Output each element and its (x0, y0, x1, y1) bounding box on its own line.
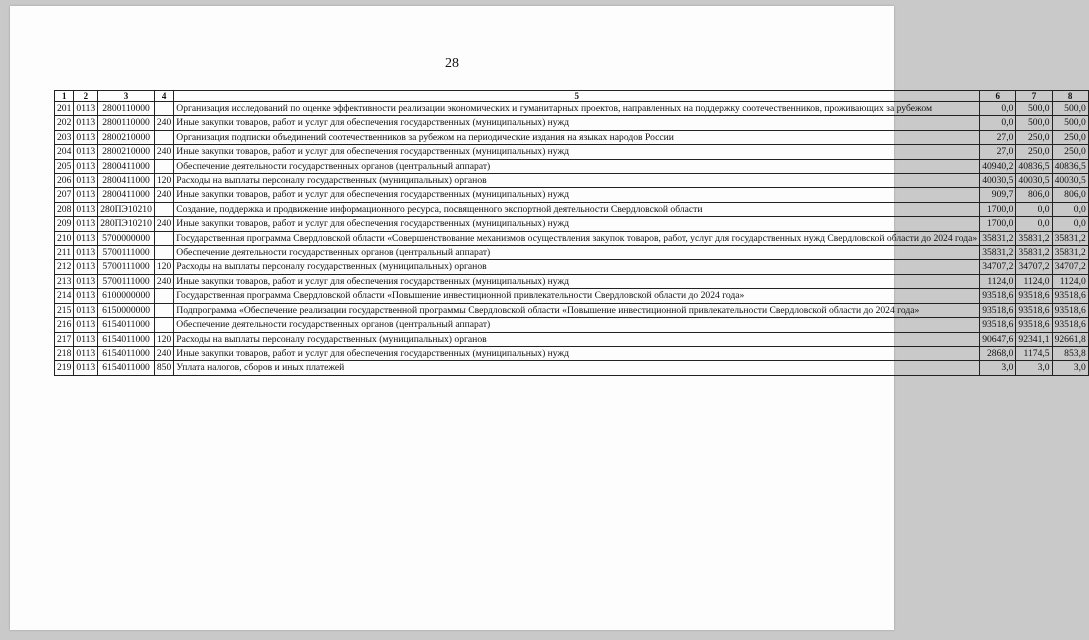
amount-2022: 27,0 (980, 130, 1016, 144)
item-name: Организация подписки объединений соотечественников за рубежом на периодические издания на языках народов России (174, 130, 980, 144)
amount-2024: 250,0 (1052, 145, 1088, 159)
expense-type: 120 (154, 332, 173, 346)
amount-2023: 34707,2 (1016, 260, 1052, 274)
amount-2022: 40030,5 (980, 174, 1016, 188)
amount-2024: 1124,0 (1052, 274, 1088, 288)
section-code: 0113 (74, 318, 98, 332)
amount-2022: 35831,2 (980, 231, 1016, 245)
row-number: 203 (55, 130, 74, 144)
item-name: Иные закупки товаров, работ и услуг для обеспечения государственных (муниципальных) нужд (174, 116, 980, 130)
row-number: 212 (55, 260, 74, 274)
expense-type (154, 303, 173, 317)
target-code: 6154011000 (98, 346, 155, 360)
target-code: 2800411000 (98, 174, 155, 188)
table-row (55, 246, 1089, 260)
expense-type (154, 289, 173, 303)
amount-2023: 500,0 (1016, 116, 1052, 130)
expense-type: 240 (154, 145, 173, 159)
section-code: 0113 (74, 231, 98, 245)
target-code: 5700000000 (98, 231, 155, 245)
expense-type (154, 130, 173, 144)
row-number: 202 (55, 116, 74, 130)
table-row (55, 318, 1089, 332)
amount-2023: 35831,2 (1016, 231, 1052, 245)
section-code: 0113 (74, 289, 98, 303)
section-code: 0113 (74, 130, 98, 144)
target-code: 2800210000 (98, 145, 155, 159)
amount-2023: 3,0 (1016, 361, 1052, 375)
amount-2024: 40030,5 (1052, 174, 1088, 188)
amount-2023: 93518,6 (1016, 289, 1052, 303)
expense-type (154, 231, 173, 245)
amount-2022: 93518,6 (980, 303, 1016, 317)
target-code: 280ПЭ10210 (98, 217, 155, 231)
table-row (55, 361, 1089, 375)
row-number: 217 (55, 332, 74, 346)
section-code: 0113 (74, 159, 98, 173)
amount-2024: 93518,6 (1052, 289, 1088, 303)
amount-2022: 93518,6 (980, 289, 1016, 303)
target-code: 6100000000 (98, 289, 155, 303)
section-code: 0113 (74, 274, 98, 288)
amount-2022: 909,7 (980, 188, 1016, 202)
target-code: 5700111000 (98, 260, 155, 274)
amount-2022: 93518,6 (980, 318, 1016, 332)
table-row (55, 289, 1089, 303)
target-code: 2800110000 (98, 102, 155, 116)
amount-2023: 806,0 (1016, 188, 1052, 202)
amount-2022: 40940,2 (980, 159, 1016, 173)
section-code: 0113 (74, 361, 98, 375)
item-name: Обеспечение деятельности государственных органов (центральный аппарат) (174, 318, 980, 332)
target-code: 6154011000 (98, 332, 155, 346)
target-code: 6154011000 (98, 318, 155, 332)
row-number: 218 (55, 346, 74, 360)
amount-2024: 40836,5 (1052, 159, 1088, 173)
amount-2023: 35831,2 (1016, 246, 1052, 260)
table-row (55, 202, 1089, 216)
amount-2024: 853,8 (1052, 346, 1088, 360)
target-code: 2800411000 (98, 159, 155, 173)
table-row (55, 145, 1089, 159)
budget-table (54, 90, 1089, 376)
amount-2024: 500,0 (1052, 116, 1088, 130)
row-number: 201 (55, 102, 74, 116)
table-row (55, 159, 1089, 173)
table-row (55, 346, 1089, 360)
expense-type (154, 159, 173, 173)
col-header: 5 (174, 91, 980, 102)
row-number: 211 (55, 246, 74, 260)
table-row (55, 188, 1089, 202)
row-number: 214 (55, 289, 74, 303)
item-name: Иные закупки товаров, работ и услуг для обеспечения государственных (муниципальных) нужд (174, 217, 980, 231)
expense-type: 240 (154, 188, 173, 202)
target-code: 6150000000 (98, 303, 155, 317)
table-row (55, 260, 1089, 274)
col-header: 4 (154, 91, 173, 102)
row-number: 209 (55, 217, 74, 231)
row-number: 208 (55, 202, 74, 216)
table-row (55, 217, 1089, 231)
amount-2024: 92661,8 (1052, 332, 1088, 346)
row-number: 213 (55, 274, 74, 288)
target-code: 280ПЭ10210 (98, 202, 155, 216)
row-number: 204 (55, 145, 74, 159)
amount-2023: 500,0 (1016, 102, 1052, 116)
item-name: Создание, поддержка и продвижение информационного ресурса, посвященного экспортной деятельности Свердловской области (174, 202, 980, 216)
item-name: Иные закупки товаров, работ и услуг для обеспечения государственных (муниципальных) нужд (174, 145, 980, 159)
item-name: Расходы на выплаты персоналу государственных (муниципальных) органов (174, 260, 980, 274)
section-code: 0113 (74, 246, 98, 260)
item-name: Уплата налогов, сборов и иных платежей (174, 361, 980, 375)
amount-2024: 806,0 (1052, 188, 1088, 202)
amount-2024: 250,0 (1052, 130, 1088, 144)
item-name: Организация исследований по оценке эффективности реализации экономических и гуманитарных проектов, направленных на поддержку соотечественников, проживающих за рубежом (174, 102, 980, 116)
col-header: 1 (55, 91, 74, 102)
amount-2022: 3,0 (980, 361, 1016, 375)
amount-2022: 1700,0 (980, 217, 1016, 231)
col-header: 2 (74, 91, 98, 102)
amount-2023: 93518,6 (1016, 303, 1052, 317)
section-code: 0113 (74, 174, 98, 188)
item-name: Расходы на выплаты персоналу государственных (муниципальных) органов (174, 332, 980, 346)
table-row (55, 130, 1089, 144)
row-number: 210 (55, 231, 74, 245)
section-code: 0113 (74, 303, 98, 317)
amount-2023: 93518,6 (1016, 318, 1052, 332)
amount-2024: 500,0 (1052, 102, 1088, 116)
expense-type: 240 (154, 116, 173, 130)
amount-2022: 1124,0 (980, 274, 1016, 288)
amount-2024: 0,0 (1052, 217, 1088, 231)
amount-2022: 1700,0 (980, 202, 1016, 216)
amount-2023: 40836,5 (1016, 159, 1052, 173)
section-code: 0113 (74, 332, 98, 346)
document-page (10, 6, 1086, 630)
amount-2022: 2868,0 (980, 346, 1016, 360)
target-code: 2800411000 (98, 188, 155, 202)
amount-2023: 0,0 (1016, 202, 1052, 216)
amount-2024: 35831,2 (1052, 231, 1088, 245)
section-code: 0113 (74, 188, 98, 202)
item-name: Иные закупки товаров, работ и услуг для обеспечения государственных (муниципальных) нужд (174, 346, 980, 360)
row-number: 215 (55, 303, 74, 317)
item-name: Обеспечение деятельности государственных органов (центральный аппарат) (174, 246, 980, 260)
row-number: 205 (55, 159, 74, 173)
amount-2022: 90647,6 (980, 332, 1016, 346)
item-name: Иные закупки товаров, работ и услуг для обеспечения государственных (муниципальных) нужд (174, 188, 980, 202)
item-name: Расходы на выплаты персоналу государственных (муниципальных) органов (174, 174, 980, 188)
amount-2023: 40030,5 (1016, 174, 1052, 188)
amount-2024: 93518,6 (1052, 318, 1088, 332)
table-row (55, 174, 1089, 188)
item-name: Государственная программа Свердловской области «Повышение инвестиционной привлекательности Свердловской области до 2024 года» (174, 289, 980, 303)
expense-type: 240 (154, 274, 173, 288)
target-code: 2800110000 (98, 116, 155, 130)
section-code: 0113 (74, 260, 98, 274)
expense-type: 240 (154, 346, 173, 360)
table-row (55, 116, 1089, 130)
target-code: 5700111000 (98, 246, 155, 260)
row-number: 216 (55, 318, 74, 332)
row-number: 219 (55, 361, 74, 375)
amount-2024: 0,0 (1052, 202, 1088, 216)
amount-2023: 92341,1 (1016, 332, 1052, 346)
row-number: 206 (55, 174, 74, 188)
col-header: 8 (1052, 91, 1088, 102)
table-row (55, 332, 1089, 346)
target-code: 6154011000 (98, 361, 155, 375)
page-number: 28 (445, 56, 459, 71)
amount-2024: 3,0 (1052, 361, 1088, 375)
amount-2023: 1174,5 (1016, 346, 1052, 360)
amount-2023: 0,0 (1016, 217, 1052, 231)
amount-2023: 250,0 (1016, 130, 1052, 144)
expense-type: 240 (154, 217, 173, 231)
amount-2022: 0,0 (980, 116, 1016, 130)
table-row (55, 303, 1089, 317)
amount-2022: 35831,2 (980, 246, 1016, 260)
section-code: 0113 (74, 116, 98, 130)
section-code: 0113 (74, 145, 98, 159)
section-code: 0113 (74, 217, 98, 231)
amount-2022: 34707,2 (980, 260, 1016, 274)
item-name: Государственная программа Свердловской области «Совершенствование механизмов осуществления закупок товаров, работ, услуг для государственных нужд Свердловской области до 2024 года» (174, 231, 980, 245)
expense-type: 120 (154, 260, 173, 274)
section-code: 0113 (74, 202, 98, 216)
table-row (55, 102, 1089, 116)
expense-type: 850 (154, 361, 173, 375)
item-name: Иные закупки товаров, работ и услуг для обеспечения государственных (муниципальных) нужд (174, 274, 980, 288)
target-code: 5700111000 (98, 274, 155, 288)
table-row (55, 231, 1089, 245)
item-name: Подпрограмма «Обеспечение реализации государственной программы Свердловской области «Повышение инвестиционной привлекательности Свердловской области до 2024 года» (174, 303, 980, 317)
col-header: 7 (1016, 91, 1052, 102)
amount-2024: 34707,2 (1052, 260, 1088, 274)
expense-type (154, 318, 173, 332)
item-name: Обеспечение деятельности государственных органов (центральный аппарат) (174, 159, 980, 173)
section-code: 0113 (74, 102, 98, 116)
section-code: 0113 (74, 346, 98, 360)
expense-type (154, 246, 173, 260)
table-row (55, 274, 1089, 288)
col-header: 3 (98, 91, 155, 102)
amount-2022: 27,0 (980, 145, 1016, 159)
expense-type (154, 102, 173, 116)
row-number: 207 (55, 188, 74, 202)
expense-type (154, 202, 173, 216)
target-code: 2800210000 (98, 130, 155, 144)
amount-2022: 0,0 (980, 102, 1016, 116)
amount-2024: 93518,6 (1052, 303, 1088, 317)
amount-2023: 250,0 (1016, 145, 1052, 159)
amount-2023: 1124,0 (1016, 274, 1052, 288)
col-header: 6 (980, 91, 1016, 102)
expense-type: 120 (154, 174, 173, 188)
amount-2024: 35831,2 (1052, 246, 1088, 260)
header-row (55, 91, 1089, 102)
